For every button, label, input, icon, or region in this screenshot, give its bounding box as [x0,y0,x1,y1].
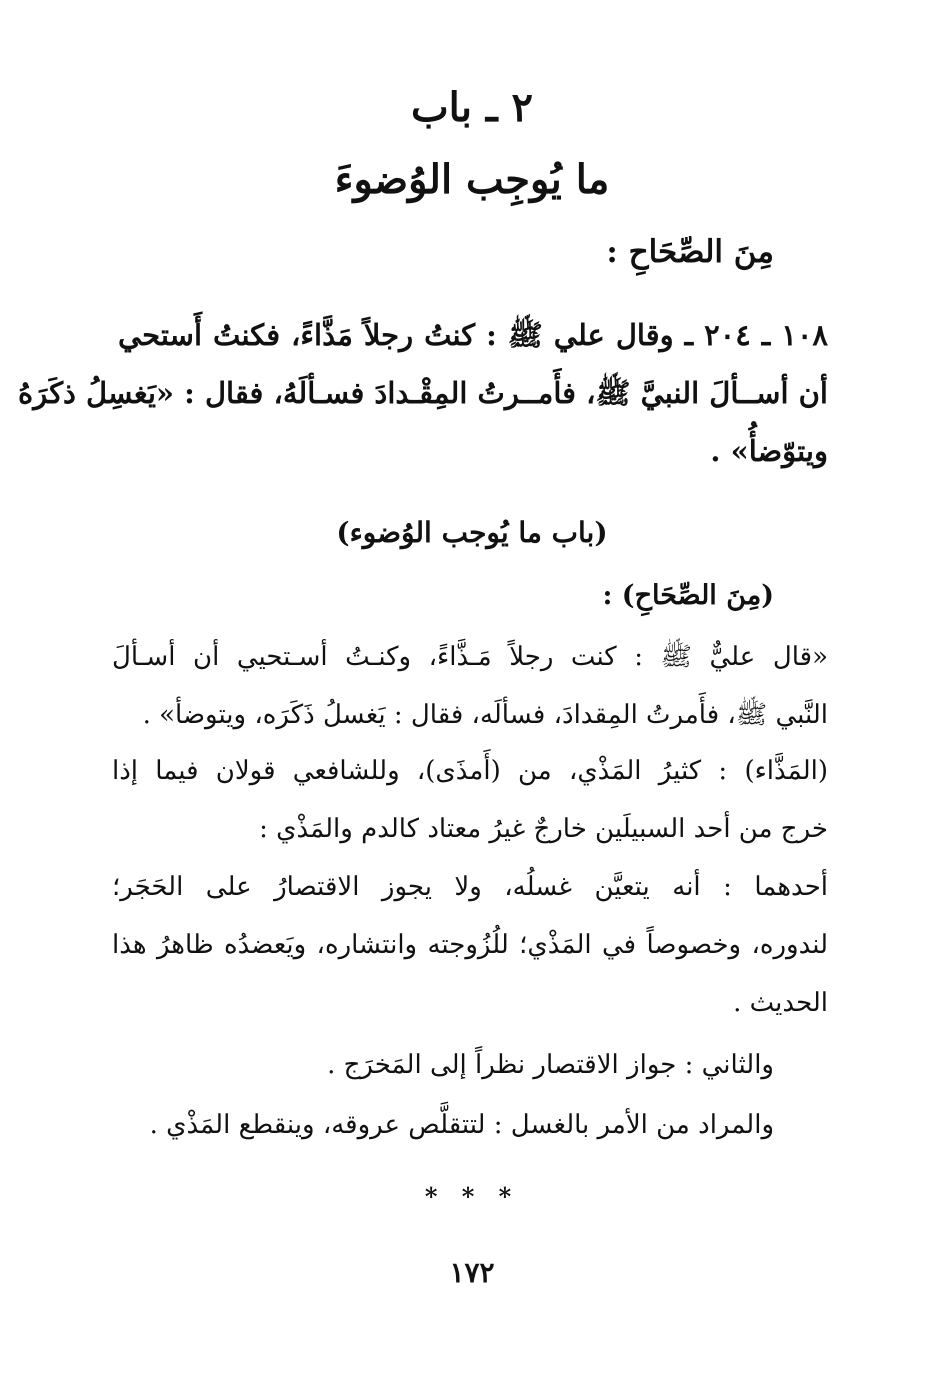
commentary-line: والمراد من الأمر بالغسل : لتتقلَّص عروقه، وينقطع المَذْي . [149,1110,774,1140]
chapter-number-title: ٢ ـ باب [410,84,534,131]
commentary-line: النَّبي ﷺ، فأَمرتُ المِقدادَ، فسألَه، فقال : يَغسلُ ذَكَرَه، ويتوضأ» . [142,700,828,730]
commentary-heading: (باب ما يُوجب الوُضوء) [336,516,608,549]
chapter-title: ما يُوجِب الوُضوءَ [334,156,610,203]
commentary-line: والثاني : جواز الاقتصار نظراً إلى المَخرَج . [327,1050,774,1080]
section-separator: * * * [424,1182,520,1211]
commentary-line: الحديث . [733,988,828,1018]
hadith-line: ويتوّضأُ» . [710,434,828,468]
commentary-line: خرج من أحد السبيلَين خارجٌ غيرُ معتاد كالدم والمَذْي : [259,814,828,844]
commentary-line: أحدهما : أنه يتعيَّن غسلُه، ولا يجوز الاقتصارُ على الحَجَر؛ [112,872,828,902]
hadith-line: أن أســألَ النبيَّ ﷺ، فأَمــرتُ المِقْـدادَ فسـألَهُ، فقال : «يَغسِلُ ذكَرَهُ [18,376,828,410]
commentary-line: (المَذَّاء) : كثيرُ المَذْي، من (أَمذَى)، وللشافعي قولان فيما إذا [112,756,828,786]
section-heading: مِنَ الصِّحَاحِ : [606,234,774,270]
hadith-line: ١٠٨ ـ ٢٠٤ ـ وقال علي ﷺ : كنتُ رجلاً مَذَّاءً، فكنتُ أَستحي [118,318,828,352]
commentary-line: لندوره، وخصوصاً في المَذْي؛ للُزُوجته وانتشاره، ويَعضدُه ظاهرُ هذا [112,930,828,960]
commentary-subheading: (مِنَ الصِّحَاحِ) : [602,580,774,611]
commentary-line: «قال عليٌّ ﷺ : كنت رجلاً مَـذَّاءً، وكنـتُ أسـتحيي أن أسـألَ [112,642,828,672]
page-number: ١٧٢ [449,1256,495,1289]
